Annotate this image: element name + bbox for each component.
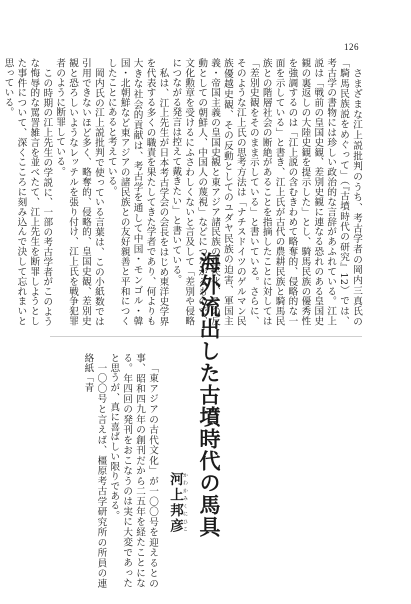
- paragraph: さまざまな江上説批判のうち、考古学者の岡内三真氏の「騎馬民族説をめぐって」（『古墳時代の研究』12）では、考古学の書物には珍しい政治的な言辞があふれている。江上説は「戦前の皇国史観、差別史観に連なる恐れのある皇国史観の裏返しの大陸史観を提示した」とし、騎馬民族の優秀性を強調するのは「江上説の含むきわめて略奪的、侵略的な一面を示している」と書き、江上氏が古代の農耕民族と騎馬民族との階層社会の断絶があることを指摘したことに対しては「差別史観をそのまま示している」と書いている。さらに、そのような江上氏の思考方法は「ナチスドイツのゲルマン民族優越史観、その反動としてのユダヤ民族の迫害、軍国主義・帝国主義の皇国史観と東アジア諸民族の皇民化、その反動としての朝鮮人、中国人の蔑視」などにつながるもので、文化勲章を受けるにふさわしくないと言及して「差別や侵略につながる発言は控えて戴きたい」と書いている。: [170, 58, 362, 326]
- author-name-ruby: [167, 472, 188, 534]
- article-body: [50, 353, 158, 588]
- page-number: 126: [344, 42, 359, 52]
- article-title: 海外流出した古墳時代の馬具: [197, 252, 222, 538]
- paragraph: 岡内氏の江上説批判で使っている言葉は、この小紙数では引用できないほど多く、略奪的、侵略的、皇国史観、差別史観と恐ろしいようなレッテルを張り付け、江上氏を戦争犯罪者のように断罪している。: [54, 58, 104, 326]
- paragraph: 一〇〇号と言えば、橿原考古学研究所の所員の連絡紙「青: [82, 353, 107, 588]
- author-name-text: 河上邦彦: [167, 472, 183, 534]
- paragraph: 私は、江上先生が日本考古学会の会長をはじめ東洋史学界を代表する多くの職責を果たしてきた学者であり、何よりも大きな社会的貢献は、考古学を通して中国・モンゴル・韓国・北朝鮮など東アジアの諸民族との友好親善と平和につくしたことにあると考えている。: [105, 58, 169, 326]
- paragraph: 「東アジアの古代文化」が一〇〇号を迎えるとの事、昭和四九年の創刊だから二五年を経たことになる。年四回の発刊をおこなうのは実に大変であったと思うが、真に喜ばしい限りである。: [108, 353, 158, 588]
- author-name: [162, 472, 188, 590]
- author-reading: かわかみくにひこ: [182, 472, 188, 534]
- paragraph: この時期の江上先生の学説に、一部の考古学者がこのような悔辱的な罵詈雑言を並べたて、江上先生を断罪しようとした事件について、深くこころに刻み込んで決して忘れまいと思っている。: [2, 58, 53, 326]
